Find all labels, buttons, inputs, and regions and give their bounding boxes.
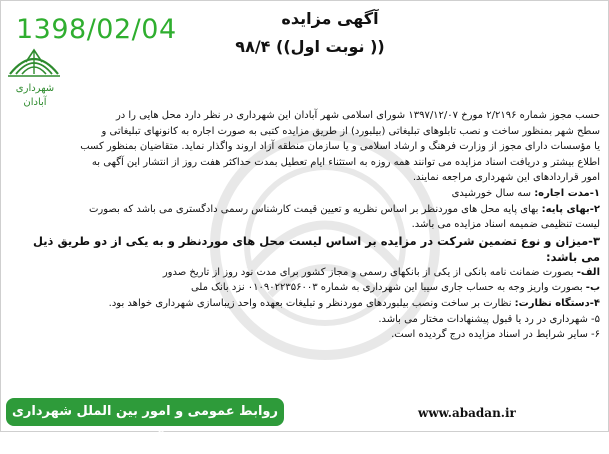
item-duration-label: ۱-مدت اجاره: bbox=[534, 187, 600, 199]
item-supervisor-label: ۴-دستگاه نظارت: bbox=[514, 297, 600, 309]
option-bank-guarantee bbox=[8, 265, 600, 281]
option-b-text: بصورت واریز وجه به حساب جاری سیبا این شهرداری به شماره ۰۱۰۹۰۲۲۳۵۶۰۰۳ نزد بانک ملی bbox=[190, 282, 586, 294]
item-base-price-label: ۲-بهای پایه: bbox=[541, 203, 600, 215]
date-stamp: 1398/02/04 bbox=[16, 14, 177, 45]
item-guarantee-continued: می باشد: bbox=[546, 249, 600, 264]
item-duration bbox=[8, 186, 600, 202]
option-cash-deposit bbox=[8, 280, 600, 296]
option-a-text: بصورت ضمانت نامه بانکی از یکی از بانکهای رسمی و مجاز کشور برای مدت نود روز از تاریخ صدور bbox=[162, 266, 577, 278]
notice-subtitle: (( نوبت اول)) ۹۸/۴ bbox=[235, 37, 385, 56]
footer-department: روابط عمومی و امور بین الملل شهرداری آبادان bbox=[12, 404, 278, 447]
intro-line: امور قراردادهای این شهرداری مراجعه نمایند. bbox=[412, 172, 600, 184]
organization-city: آبادان bbox=[23, 97, 47, 108]
item-duration-text: سه سال خورشیدی bbox=[451, 187, 535, 199]
notice-title: آگهی مزایده bbox=[281, 9, 379, 28]
item-6: ۶- سایر شرایط در اسناد مزایده درج گردیده است. bbox=[391, 329, 600, 341]
intro-line: یا مؤسسات دارای مجوز از وزارت فرهنگ و ارشاد اسلامی و یا سازمان منطقه آزاد اروند واگذار نماید. متقاضیان بمنظور کسب bbox=[80, 141, 600, 153]
municipality-logo-icon bbox=[4, 40, 64, 80]
item-supervisor bbox=[8, 296, 600, 312]
item-supervisor-text: نظارت بر ساخت ونصب بیلبوردهای موردنظر و تبلیغات بعهده واحد زیباسازی شهرداری خواهد بود. bbox=[108, 297, 515, 309]
option-b-label: ب- bbox=[585, 282, 600, 294]
item-guarantee: ۳-میزان و نوع تضمین شرکت در مزایده بر اساس لیست محل های موردنظر و به یکی از دو طریق ذیل bbox=[32, 233, 600, 248]
option-a-label: الف- bbox=[576, 266, 600, 278]
website-link[interactable]: www.abadan.ir bbox=[418, 406, 516, 420]
notice-body bbox=[8, 108, 600, 343]
item-base-price bbox=[8, 202, 600, 218]
item-5: ۵- شهرداری در رد یا قبول پیشنهادات مختار می باشد. bbox=[378, 313, 600, 325]
intro-line: اطلاع بیشتر و دریافت اسناد مزایده می توانند همه روزه به استثناء ایام تعطیل بمدت حداکثر هفت روز از انتشار این آگهی به bbox=[91, 156, 600, 168]
intro-line: حسب مجوز شماره ۲/۲۱۹۶ مورخ ۱۳۹۷/۱۲/۰۷ شورای اسلامی شهر آبادان این شهرداری در نظر دارد محل هایی را در bbox=[115, 110, 600, 121]
item-base-price-continued: لیست تنظیمی ضمیمه اسناد مزایده می باشد. bbox=[411, 219, 600, 231]
item-base-price-text: بهای پایه محل های موردنظر بر اساس نظریه و تعیین قیمت کارشناس رسمی دادگستری می باشد که بصورت bbox=[89, 203, 542, 215]
intro-line: سطح شهر بمنظور ساخت و نصب تابلوهای تبلیغاتی (بیلبورد) از طریق مزایده کتبی به صورت اجاره به کانونهای تبلیغاتی و bbox=[101, 125, 600, 137]
organization-name: شهرداری bbox=[15, 83, 55, 94]
